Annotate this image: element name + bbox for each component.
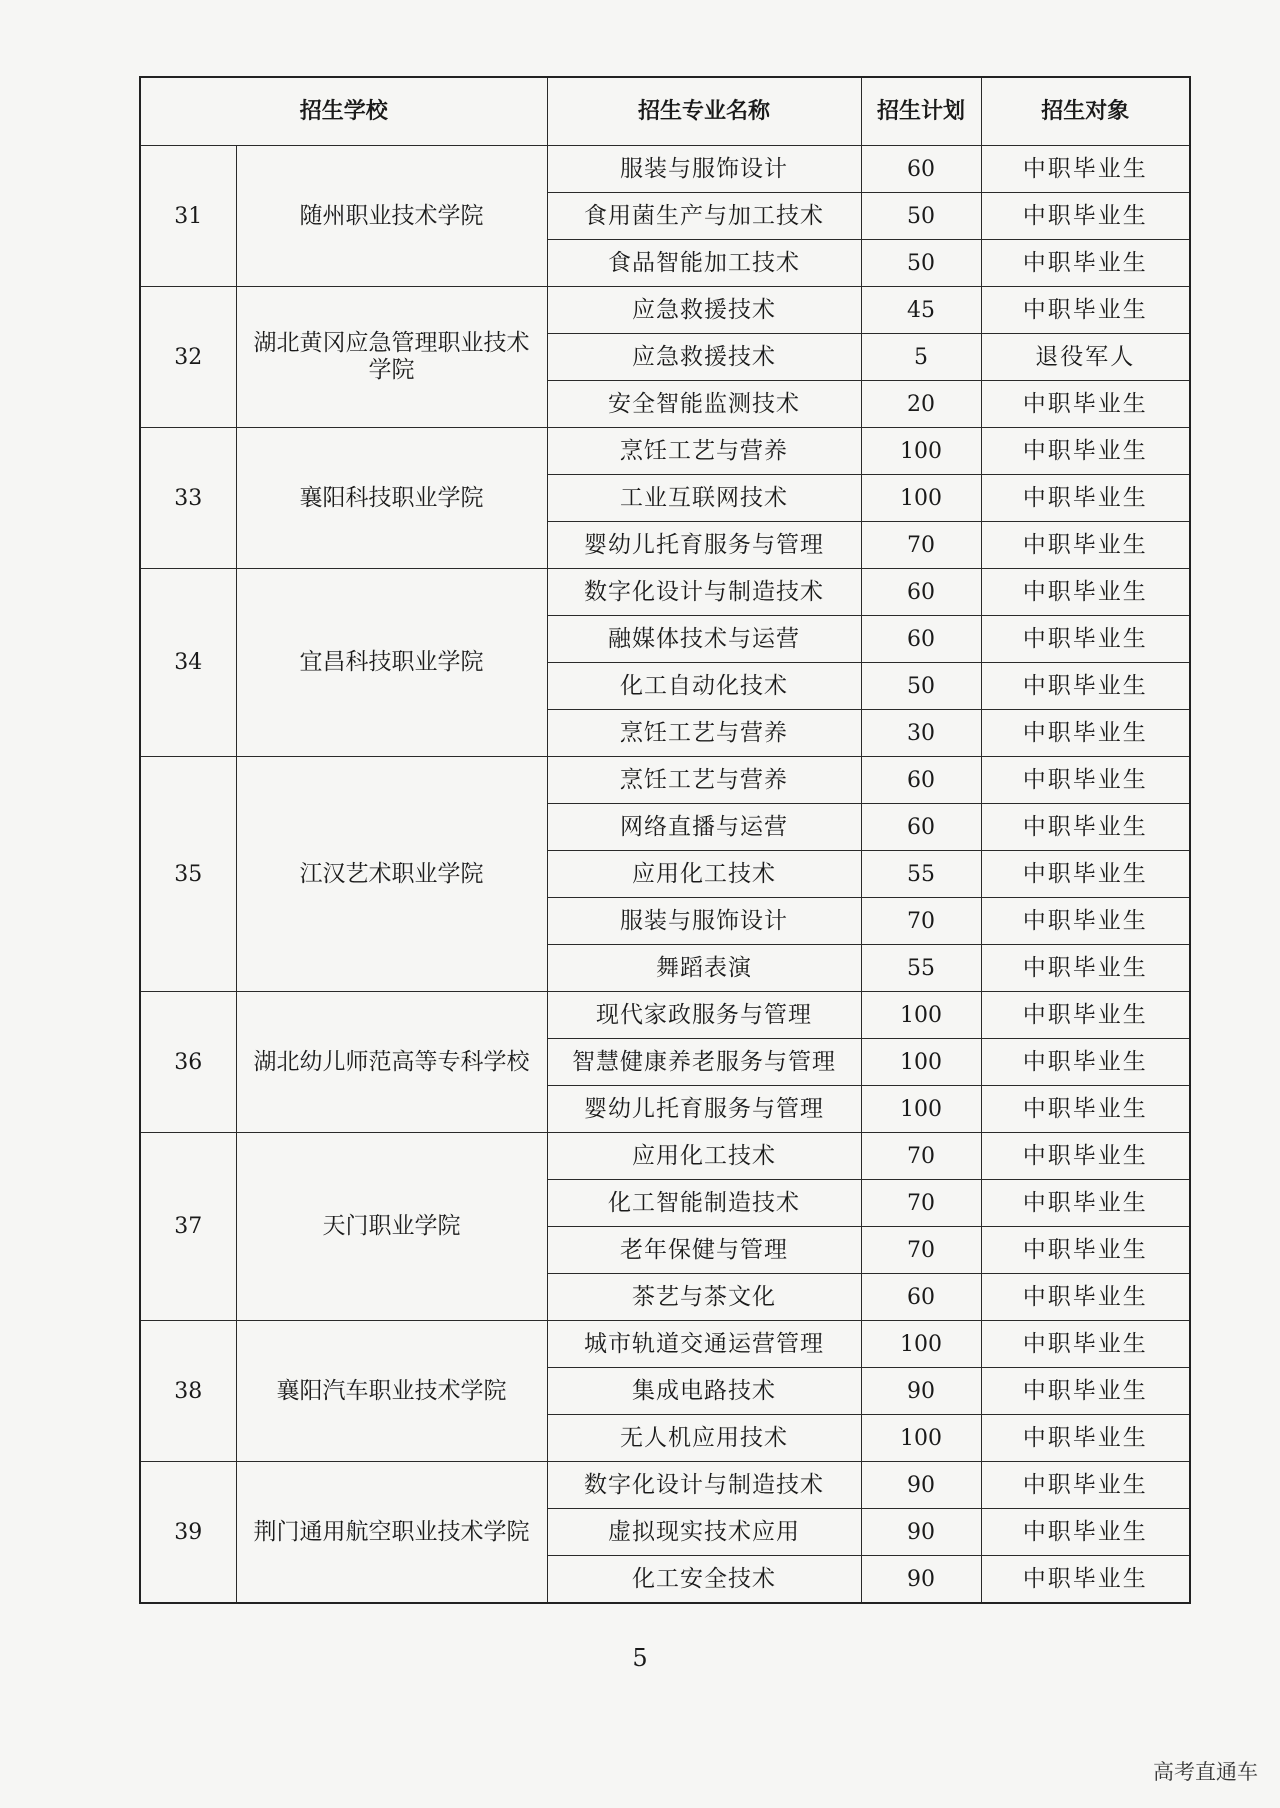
major-name: 婴幼儿托育服务与管理 — [547, 522, 861, 569]
plan-count: 60 — [861, 146, 981, 193]
plan-count: 20 — [861, 381, 981, 428]
school-index: 36 — [140, 992, 236, 1133]
school-name: 荆门通用航空职业技术学院 — [236, 1462, 547, 1604]
plan-count: 30 — [861, 710, 981, 757]
table-row — [140, 287, 1190, 334]
plan-count: 70 — [861, 522, 981, 569]
enroll-target: 中职毕业生 — [981, 710, 1190, 757]
table-row — [140, 428, 1190, 475]
major-name: 应急救援技术 — [547, 287, 861, 334]
plan-count: 60 — [861, 757, 981, 804]
plan-count: 90 — [861, 1556, 981, 1604]
plan-count: 60 — [861, 1274, 981, 1321]
enroll-target: 中职毕业生 — [981, 193, 1190, 240]
enroll-target: 中职毕业生 — [981, 804, 1190, 851]
enroll-target: 中职毕业生 — [981, 945, 1190, 992]
school-index: 37 — [140, 1133, 236, 1321]
school-name: 襄阳汽车职业技术学院 — [236, 1321, 547, 1462]
plan-count: 55 — [861, 945, 981, 992]
major-name: 服装与服饰设计 — [547, 898, 861, 945]
header-school: 招生学校 — [140, 77, 547, 146]
enroll-target: 中职毕业生 — [981, 1509, 1190, 1556]
major-name: 工业互联网技术 — [547, 475, 861, 522]
enroll-target: 中职毕业生 — [981, 1180, 1190, 1227]
plan-count: 100 — [861, 1415, 981, 1462]
school-name: 随州职业技术学院 — [236, 146, 547, 287]
major-name: 虚拟现实技术应用 — [547, 1509, 861, 1556]
plan-count: 55 — [861, 851, 981, 898]
plan-count: 100 — [861, 1039, 981, 1086]
enroll-target: 中职毕业生 — [981, 381, 1190, 428]
enroll-target: 中职毕业生 — [981, 287, 1190, 334]
school-index: 34 — [140, 569, 236, 757]
header-major: 招生专业名称 — [547, 77, 861, 146]
header-target: 招生对象 — [981, 77, 1190, 146]
plan-count: 50 — [861, 663, 981, 710]
major-name: 城市轨道交通运营管理 — [547, 1321, 861, 1368]
enroll-target: 中职毕业生 — [981, 992, 1190, 1039]
school-index: 38 — [140, 1321, 236, 1462]
enroll-target: 中职毕业生 — [981, 522, 1190, 569]
enroll-target: 中职毕业生 — [981, 1368, 1190, 1415]
school-index: 33 — [140, 428, 236, 569]
plan-count: 70 — [861, 898, 981, 945]
major-name: 食品智能加工技术 — [547, 240, 861, 287]
enroll-target: 中职毕业生 — [981, 1321, 1190, 1368]
major-name: 安全智能监测技术 — [547, 381, 861, 428]
major-name: 数字化设计与制造技术 — [547, 1462, 861, 1509]
school-index: 35 — [140, 757, 236, 992]
plan-count: 100 — [861, 1321, 981, 1368]
major-name: 智慧健康养老服务与管理 — [547, 1039, 861, 1086]
enroll-target: 中职毕业生 — [981, 569, 1190, 616]
enroll-target: 中职毕业生 — [981, 475, 1190, 522]
enroll-target: 中职毕业生 — [981, 240, 1190, 287]
table-row — [140, 992, 1190, 1039]
plan-count: 50 — [861, 240, 981, 287]
school-name: 江汉艺术职业学院 — [236, 757, 547, 992]
major-name: 应急救援技术 — [547, 334, 861, 381]
plan-count: 45 — [861, 287, 981, 334]
enroll-target: 中职毕业生 — [981, 663, 1190, 710]
enroll-target: 中职毕业生 — [981, 1227, 1190, 1274]
school-index: 39 — [140, 1462, 236, 1604]
school-index: 32 — [140, 287, 236, 428]
plan-count: 90 — [861, 1462, 981, 1509]
school-name: 天门职业学院 — [236, 1133, 547, 1321]
major-name: 茶艺与茶文化 — [547, 1274, 861, 1321]
page-number: 5 — [632, 1644, 648, 1672]
table-row — [140, 1321, 1190, 1368]
school-name: 湖北幼儿师范高等专科学校 — [236, 992, 547, 1133]
enroll-target: 中职毕业生 — [981, 757, 1190, 804]
plan-count: 5 — [861, 334, 981, 381]
enroll-target: 中职毕业生 — [981, 146, 1190, 193]
major-name: 食用菌生产与加工技术 — [547, 193, 861, 240]
table-body — [140, 146, 1190, 1604]
major-name: 烹饪工艺与营养 — [547, 428, 861, 475]
major-name: 无人机应用技术 — [547, 1415, 861, 1462]
enroll-target: 中职毕业生 — [981, 1133, 1190, 1180]
major-name: 网络直播与运营 — [547, 804, 861, 851]
plan-count: 60 — [861, 569, 981, 616]
major-name: 数字化设计与制造技术 — [547, 569, 861, 616]
table-row — [140, 1462, 1190, 1509]
school-name: 宜昌科技职业学院 — [236, 569, 547, 757]
major-name: 婴幼儿托育服务与管理 — [547, 1086, 861, 1133]
header-plan: 招生计划 — [861, 77, 981, 146]
enrollment-table — [139, 76, 1191, 1604]
table-header-row — [140, 77, 1190, 146]
enroll-target: 中职毕业生 — [981, 1274, 1190, 1321]
major-name: 舞蹈表演 — [547, 945, 861, 992]
plan-count: 90 — [861, 1509, 981, 1556]
plan-count: 90 — [861, 1368, 981, 1415]
enroll-target: 中职毕业生 — [981, 898, 1190, 945]
plan-count: 60 — [861, 804, 981, 851]
table-row — [140, 757, 1190, 804]
major-name: 应用化工技术 — [547, 851, 861, 898]
table-row — [140, 1133, 1190, 1180]
major-name: 化工智能制造技术 — [547, 1180, 861, 1227]
enroll-target: 中职毕业生 — [981, 1086, 1190, 1133]
major-name: 化工安全技术 — [547, 1556, 861, 1604]
major-name: 服装与服饰设计 — [547, 146, 861, 193]
plan-count: 50 — [861, 193, 981, 240]
major-name: 现代家政服务与管理 — [547, 992, 861, 1039]
major-name: 烹饪工艺与营养 — [547, 710, 861, 757]
enroll-target: 中职毕业生 — [981, 1556, 1190, 1604]
plan-count: 70 — [861, 1133, 981, 1180]
major-name: 集成电路技术 — [547, 1368, 861, 1415]
plan-count: 100 — [861, 475, 981, 522]
table-row — [140, 146, 1190, 193]
plan-count: 60 — [861, 616, 981, 663]
school-name: 襄阳科技职业学院 — [236, 428, 547, 569]
major-name: 化工自动化技术 — [547, 663, 861, 710]
plan-count: 100 — [861, 428, 981, 475]
plan-count: 70 — [861, 1227, 981, 1274]
enroll-target: 退役军人 — [981, 334, 1190, 381]
school-index: 31 — [140, 146, 236, 287]
watermark: 高考直通车 — [1153, 1760, 1258, 1784]
enroll-target: 中职毕业生 — [981, 851, 1190, 898]
major-name: 应用化工技术 — [547, 1133, 861, 1180]
enroll-target: 中职毕业生 — [981, 1039, 1190, 1086]
enroll-target: 中职毕业生 — [981, 1415, 1190, 1462]
major-name: 烹饪工艺与营养 — [547, 757, 861, 804]
enroll-target: 中职毕业生 — [981, 428, 1190, 475]
enroll-target: 中职毕业生 — [981, 616, 1190, 663]
major-name: 融媒体技术与运营 — [547, 616, 861, 663]
plan-count: 100 — [861, 992, 981, 1039]
plan-count: 100 — [861, 1086, 981, 1133]
enroll-target: 中职毕业生 — [981, 1462, 1190, 1509]
school-name: 湖北黄冈应急管理职业技术学院 — [236, 287, 547, 428]
plan-count: 70 — [861, 1180, 981, 1227]
major-name: 老年保健与管理 — [547, 1227, 861, 1274]
table-row — [140, 569, 1190, 616]
